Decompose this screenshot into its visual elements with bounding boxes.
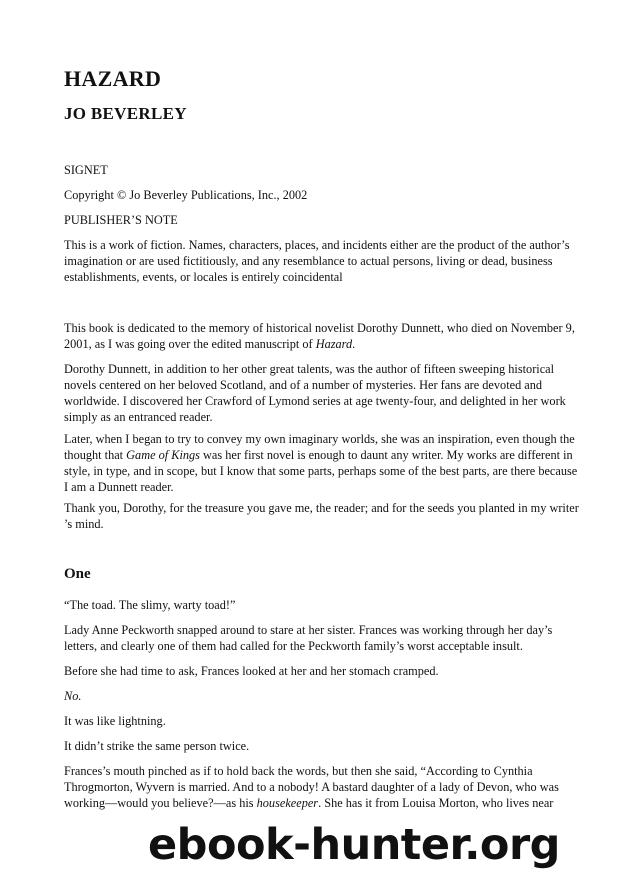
- chapter-paragraph-4: No.: [64, 689, 82, 703]
- dedication-paragraph-1: This book is dedicated to the memory of historical novelist Dorothy Dunnett, who died on November 9, 2001, as I was going over the edited manuscript of Hazard.: [64, 321, 575, 351]
- chapter-paragraph-2: Lady Anne Peckworth snapped around to stare at her sister. Frances was working through her day’s letters, and clearly one of them had called for the Peckworth family’s worst acceptable insult.: [64, 623, 553, 653]
- copyright-line: Copyright © Jo Beverley Publications, Inc., 2002: [64, 188, 308, 202]
- dedication-paragraph-4: Thank you, Dorothy, for the treasure you gave me, the reader; and for the seeds you planted in my writer ’s mind.: [64, 501, 579, 531]
- book-title: HAZARD: [64, 66, 162, 91]
- chapter-italic-word: housekeeper: [256, 796, 319, 810]
- chapter-paragraph-1: “The toad. The slimy, warty toad!”: [64, 598, 236, 612]
- book-author: JO BEVERLEY: [64, 104, 187, 123]
- chapter-paragraph-6: It didn’t strike the same person twice.: [64, 739, 250, 753]
- dedication-book-title: Hazard: [315, 337, 353, 351]
- dedication-novel-title: Game of Kings: [126, 448, 200, 462]
- watermark-text: ebook-hunter.org: [148, 820, 560, 870]
- chapter-paragraph-5: It was like lightning.: [64, 714, 166, 728]
- dedication-paragraph-2: Dorothy Dunnett, in addition to her other great talents, was the author of fifteen sweeping historical novels centered on her beloved Scotland, and of a number of mysteries. Her fans are devoted and worldwide. I discovered her Crawford of Lymond series at age twenty-four, and delighted in her work simply as an entranced reader.: [64, 362, 566, 424]
- publisher-note-heading: PUBLISHER’S NOTE: [64, 213, 178, 227]
- publisher-note-text: This is a work of fiction. Names, characters, places, and incidents either are the product of the author’s imagination or are used fictitiously, and any resemblance to actual persons, living or dead, business establishments, events, or locales is entirely coincidental: [64, 238, 570, 284]
- chapter-paragraph-7: Frances’s mouth pinched as if to hold back the words, but then she said, “According to Cynthia Throgmorton, Wyvern is married. And to a nobody! A bastard daughter of a lady of Devon, who was working—would you believe?—as his housekeeper. She has it from Louisa Morton, who lives near: [64, 764, 559, 810]
- dedication-paragraph-3: Later, when I began to try to convey my own imaginary worlds, she was an inspiration, even though the thought that Game of Kings was her first novel is enough to daunt any writer. My works are different in style, in type, and in scope, but I know that some parts, perhaps some of the best parts, are there because I am a Dunnett reader.: [64, 432, 578, 494]
- chapter-paragraph-3: Before she had time to ask, Frances looked at her and her stomach cramped.: [64, 664, 439, 678]
- publisher-name: SIGNET: [64, 163, 108, 177]
- chapter-heading: One: [64, 566, 91, 582]
